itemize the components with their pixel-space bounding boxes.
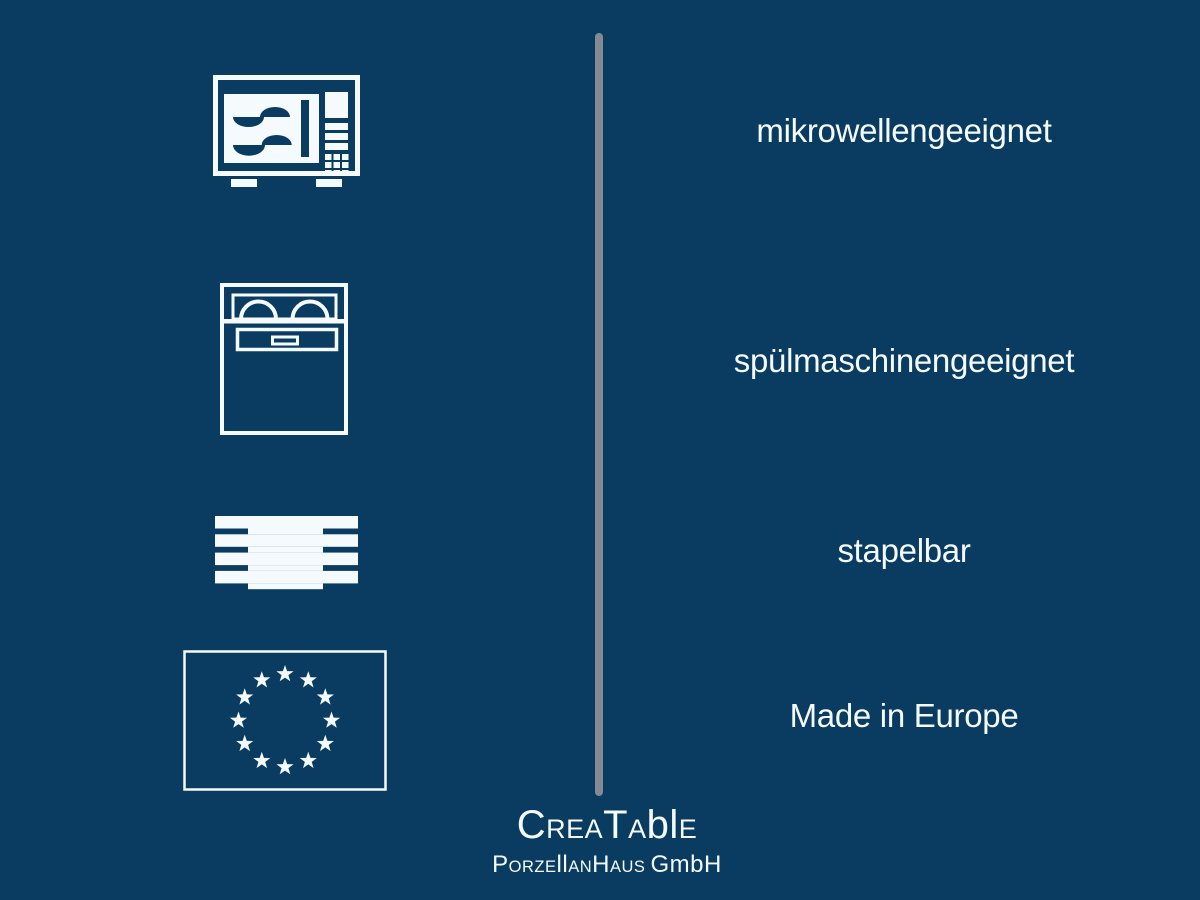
plate-icon <box>215 553 358 571</box>
dishwasher-door-top <box>222 319 346 324</box>
dishwasher-body <box>222 285 346 433</box>
star-icon <box>276 665 293 681</box>
brand-logo-subtitle <box>457 851 757 879</box>
dishwasher-icon <box>220 283 348 435</box>
star-icon <box>230 712 247 728</box>
stacked-plates-icon <box>215 516 358 590</box>
star-icon <box>236 688 253 704</box>
logo-segment: T <box>603 803 629 847</box>
logo-segment: C <box>516 803 547 847</box>
logo-segment: E <box>678 814 698 844</box>
logo-segment: H <box>704 851 722 878</box>
logo-segment: ORZE <box>508 858 557 876</box>
feature-label-stackable: stapelbar <box>837 532 971 569</box>
logo-segment: bl <box>646 803 679 847</box>
logo-segment: AN <box>568 858 593 876</box>
logo-segment: REA <box>546 814 604 844</box>
star-icon <box>300 752 317 768</box>
star-icon <box>253 752 270 768</box>
handle-icon <box>273 337 298 344</box>
feature-label-microwave-safe: mikrowellengeeignet <box>756 112 1052 149</box>
star-icon <box>300 671 317 687</box>
logo-segment: mb <box>669 851 704 878</box>
vertical-divider <box>595 33 603 796</box>
brand-logo-name <box>457 803 757 853</box>
eu-stars-circle <box>230 665 340 774</box>
logo-segment: ll <box>556 851 569 878</box>
logo-segment: G <box>650 851 670 878</box>
star-icon <box>253 671 270 687</box>
microwave-control-panel <box>325 92 349 176</box>
logo-segment: A <box>628 814 647 844</box>
microwave-foot-right <box>316 179 342 187</box>
microwave-foot-left <box>231 179 257 187</box>
keypad-icon <box>325 154 349 176</box>
dishwasher-rack <box>233 295 336 319</box>
star-icon <box>236 735 253 751</box>
microwave-window <box>224 94 319 163</box>
dishwasher-control-drawer <box>238 330 337 350</box>
brand-logo <box>457 803 757 879</box>
star-icon <box>317 688 334 704</box>
logo-segment: AUS <box>609 858 646 876</box>
star-icon <box>317 735 334 751</box>
plate-icon <box>215 516 358 534</box>
star-icon <box>276 758 293 774</box>
plate-icon <box>215 571 358 589</box>
plate-icon <box>215 534 358 552</box>
microwave-icon <box>213 75 360 189</box>
star-icon <box>323 712 340 728</box>
logo-segment: H <box>592 851 610 878</box>
plate-icon <box>293 302 328 320</box>
feature-label-dishwasher-safe: spülmaschinengeeignet <box>733 342 1075 379</box>
eu-flag-icon <box>183 650 387 792</box>
plate-icon <box>241 302 276 320</box>
logo-segment: P <box>492 851 509 878</box>
feature-label-made-in-europe: Made in Europe <box>789 697 1019 734</box>
